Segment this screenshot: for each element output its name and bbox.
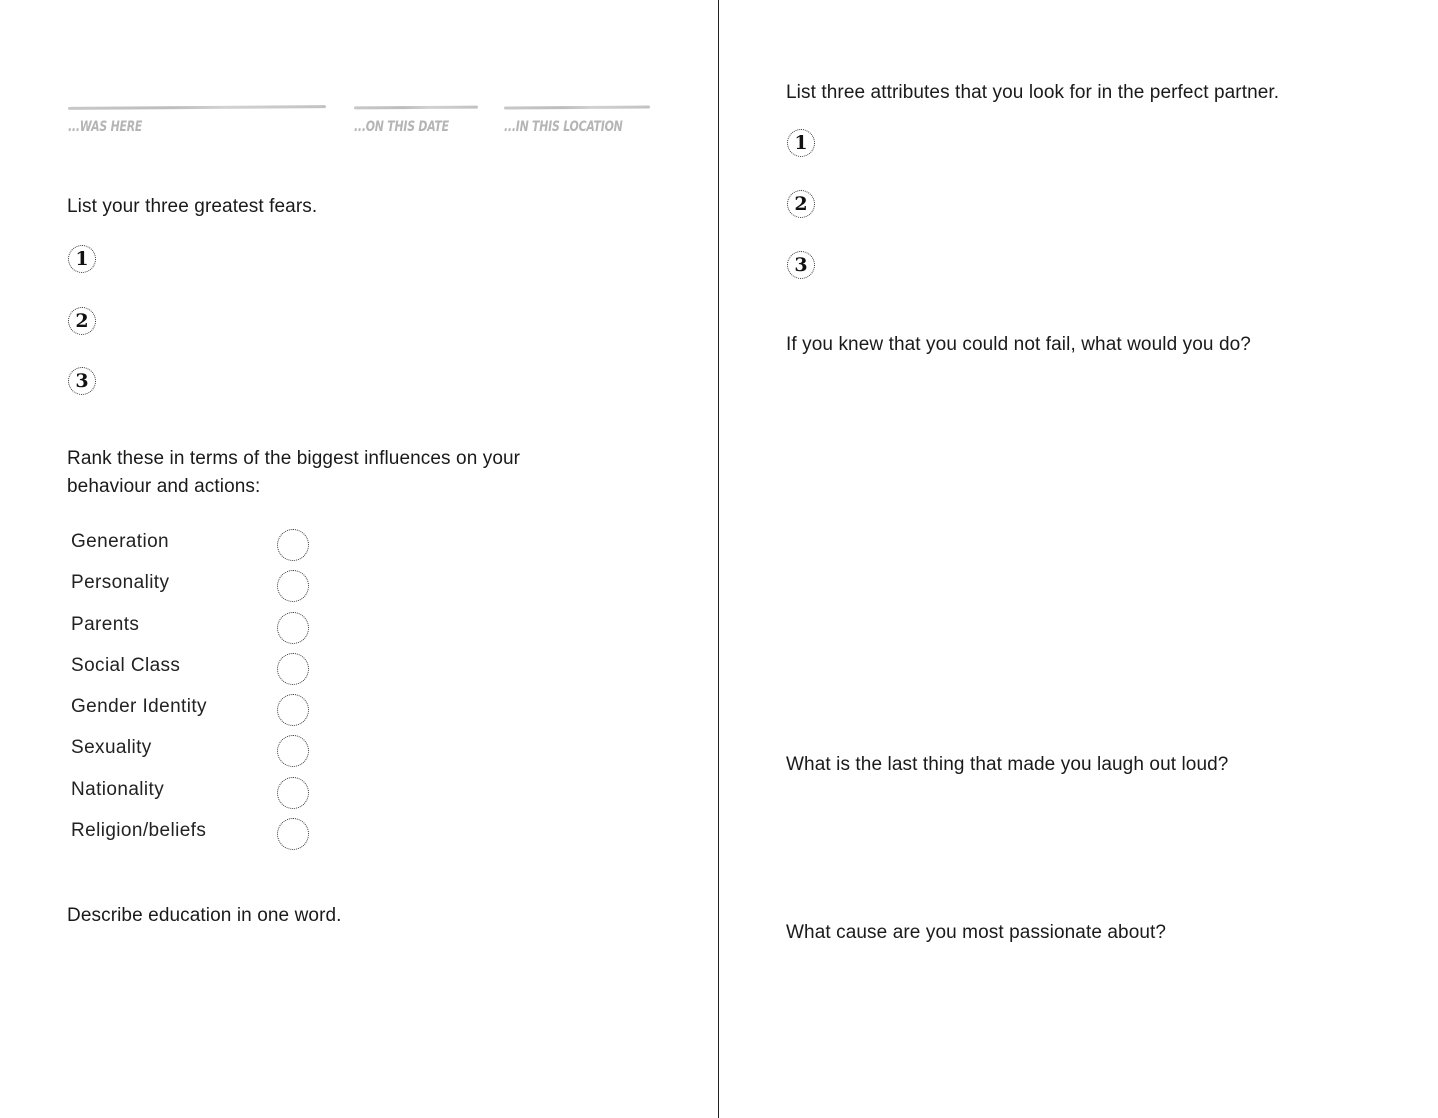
rank-label: Sexuality (71, 737, 152, 759)
attribute-number-2: 2 (787, 190, 815, 218)
rank-label: Generation (71, 531, 170, 552)
rank-item-personality (71, 568, 331, 609)
fear-number-3: 3 (68, 367, 96, 395)
in-this-location-line (504, 105, 650, 109)
in-this-location-field[interactable] (504, 106, 650, 135)
was-here-line (68, 105, 326, 110)
rank-circle[interactable] (277, 694, 309, 726)
rank-item-generation (71, 527, 331, 568)
rank-circle[interactable] (277, 735, 309, 767)
left-page (0, 0, 718, 1118)
fears-question: List your three greatest fears. (67, 196, 318, 217)
rank-label: Social Class (71, 654, 181, 676)
rank-item-religion-beliefs (71, 816, 331, 857)
rank-label: Personality (71, 572, 170, 594)
rank-circle[interactable] (277, 653, 309, 685)
cause-question: What cause are you most passionate about? (786, 922, 1167, 943)
right-page (719, 0, 1438, 1118)
could-not-fail-question: If you knew that you could not fail, what would you do? (786, 334, 1251, 355)
was-here-label: ...WAS HERE (68, 119, 143, 135)
rank-item-gender-identity (71, 692, 331, 733)
rank-circle[interactable] (277, 818, 309, 850)
rank-item-social-class (71, 651, 331, 692)
influences-question: Rank these in terms of the biggest influences on your behaviour and actions: (67, 448, 521, 497)
on-this-date-field[interactable] (354, 106, 478, 135)
influences-rank-list (71, 527, 331, 857)
on-this-date-label: ...ON THIS DATE (354, 119, 449, 135)
rank-item-nationality (71, 775, 331, 816)
rank-label: Gender Identity (71, 696, 207, 718)
rank-circle[interactable] (277, 612, 309, 644)
rank-circle[interactable] (277, 529, 309, 561)
attributes-question: List three attributes that you look for in the perfect partner. (786, 82, 1280, 103)
rank-label: Nationality (71, 778, 165, 800)
rank-circle[interactable] (277, 777, 309, 809)
attribute-number-1: 1 (787, 129, 815, 157)
on-this-date-line (354, 106, 478, 110)
fear-number-1: 1 (68, 245, 96, 273)
education-question: Describe education in one word. (67, 905, 342, 926)
rank-label: Parents (71, 613, 140, 635)
fear-number-2: 2 (68, 307, 96, 335)
in-this-location-label: ...IN THIS LOCATION (504, 119, 623, 135)
rank-item-parents (71, 610, 331, 651)
rank-item-sexuality (71, 733, 331, 774)
attribute-number-3: 3 (787, 251, 815, 279)
rank-label: Religion/beliefs (71, 820, 207, 842)
was-here-field[interactable] (68, 106, 326, 135)
laugh-question: What is the last thing that made you laugh out loud? (786, 754, 1229, 775)
rank-circle[interactable] (277, 570, 309, 602)
